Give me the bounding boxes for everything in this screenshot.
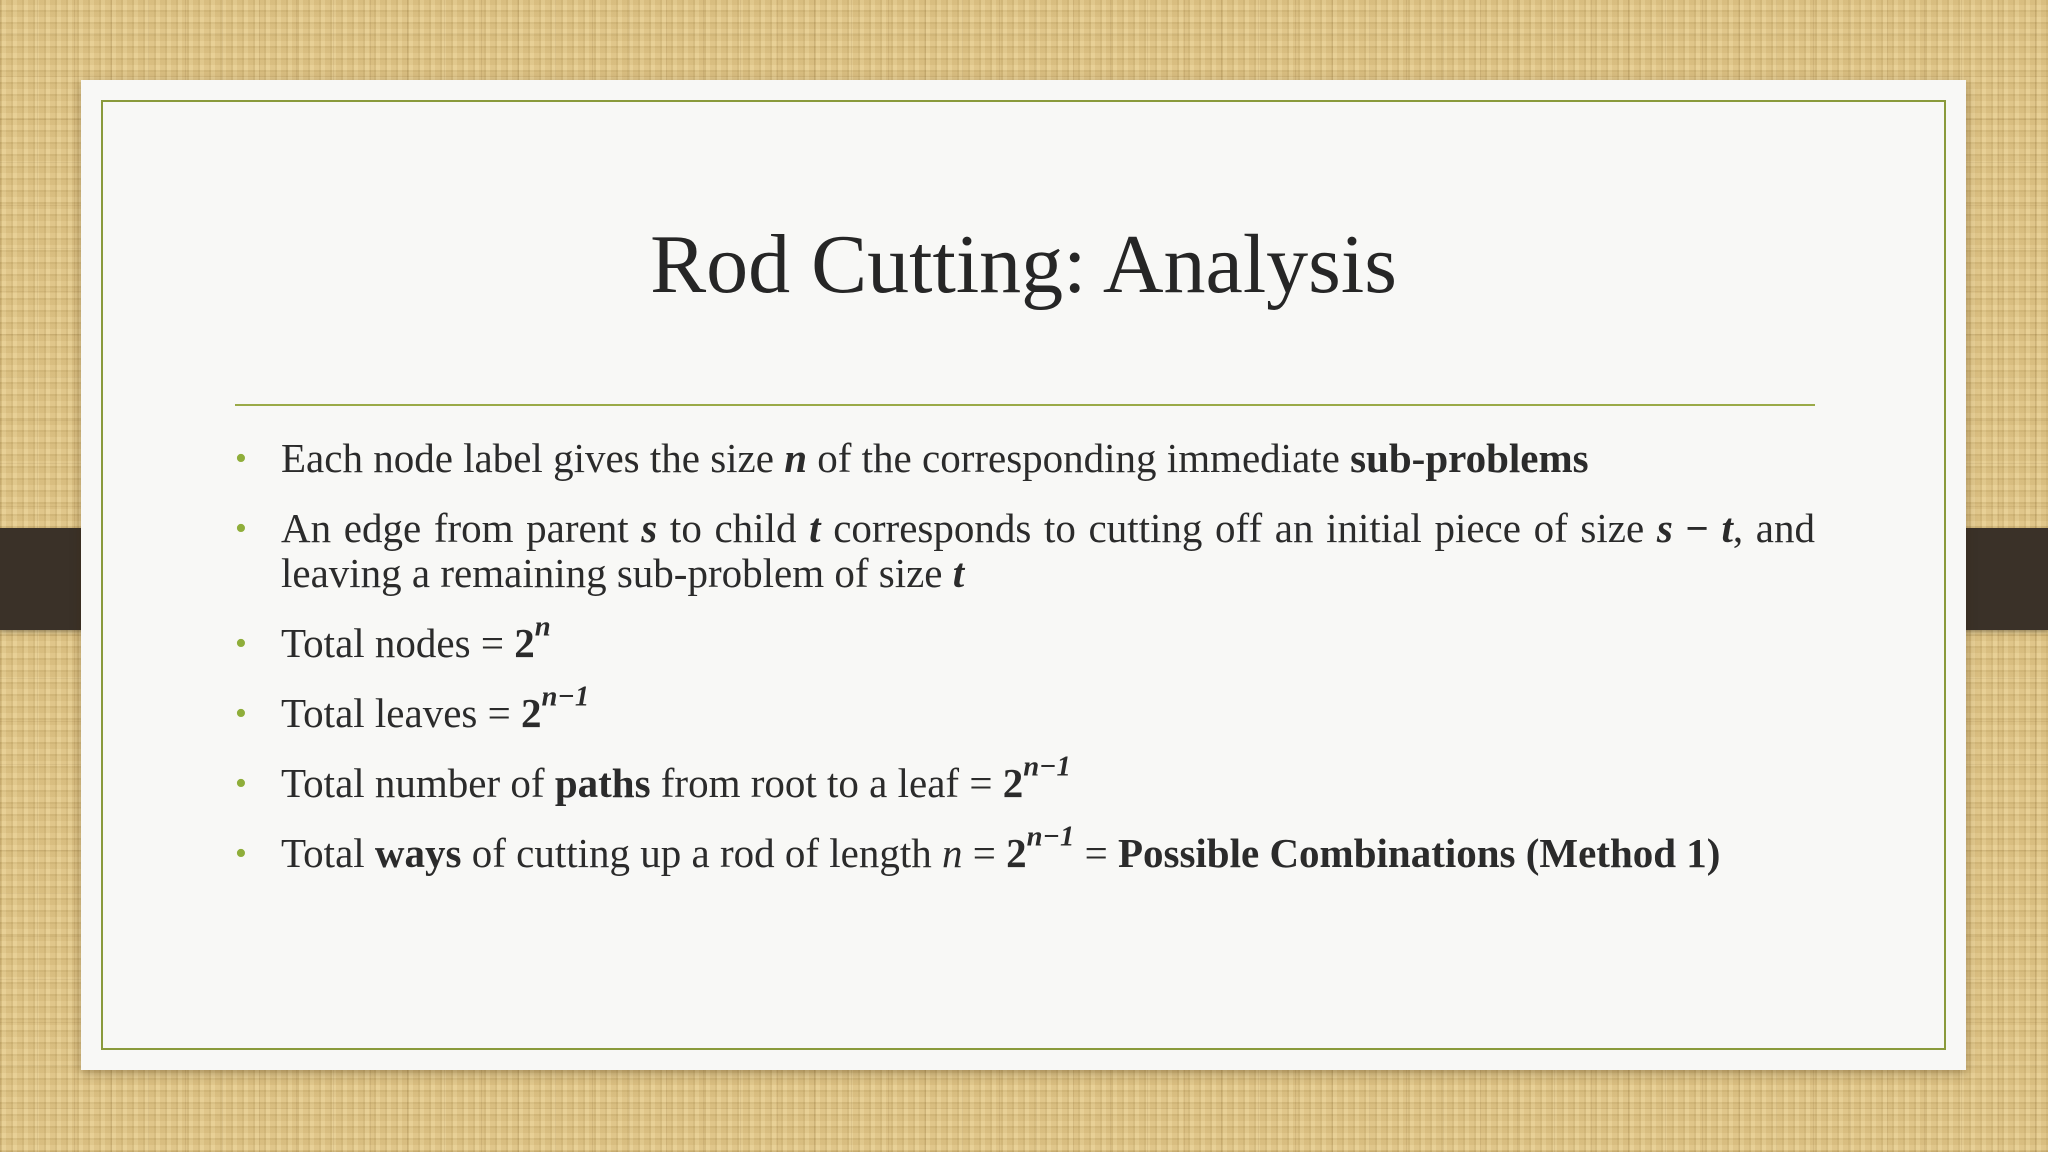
bullet-text: An edge from parent: [281, 505, 642, 551]
bold-term: ways: [374, 830, 462, 876]
math-base: 2: [1002, 760, 1024, 806]
bold-term: paths: [554, 760, 651, 806]
math-exponent: n−1: [541, 680, 590, 713]
bullet-text: of cutting up a rod of length: [461, 830, 943, 876]
math-variable: s: [1656, 505, 1673, 551]
bullet-dot-icon: •: [235, 510, 247, 547]
title-divider: [235, 404, 1815, 406]
math-variable: t: [1721, 505, 1733, 551]
math-exponent: n: [534, 610, 551, 643]
bullet-dot-icon: •: [235, 835, 247, 872]
math-variable: t: [952, 550, 965, 596]
math-base: 2: [520, 690, 542, 736]
math-operator: =: [969, 760, 1003, 806]
bullet-text: Total number of: [281, 760, 555, 806]
bullet-text: , and leaving a remaining sub-problem of size: [281, 505, 1815, 596]
bullet-item: [235, 506, 1815, 596]
bullet-text: Total nodes: [281, 620, 481, 666]
bullet-item: [235, 820, 1815, 876]
slide-title: Rod Cutting: Analysis: [650, 218, 1397, 311]
math-operator: =: [1074, 830, 1118, 876]
bullet-text: Total: [281, 830, 375, 876]
bullet-item: [235, 750, 1815, 806]
math-base: 2: [514, 620, 535, 666]
bullet-text: corresponds to cutting off an initial piece of size: [820, 505, 1657, 551]
bullet-item: [235, 436, 1815, 481]
bullet-text: of the corresponding immediate: [807, 435, 1351, 481]
math-operator: =: [480, 620, 515, 666]
bold-term: Possible Combinations (Method 1): [1117, 830, 1721, 876]
bullet-text: to child: [657, 505, 810, 551]
math-operator: −: [1672, 505, 1722, 551]
bullet-text: Each node label gives the size: [281, 435, 785, 481]
math-variable: n: [784, 435, 808, 481]
bullet-list: [235, 436, 1815, 901]
bullet-dot-icon: •: [235, 695, 247, 732]
math-operator: =: [487, 690, 521, 736]
math-variable: t: [809, 505, 821, 551]
bullet-item: [235, 610, 1815, 666]
math-exponent: n−1: [1023, 750, 1071, 783]
bullet-text: from root to a leaf: [650, 760, 970, 806]
bullet-dot-icon: •: [235, 440, 247, 477]
bullet-dot-icon: •: [235, 765, 247, 802]
bullet-item: [235, 680, 1815, 736]
math-variable: n: [942, 830, 963, 876]
slide-card: [81, 80, 1966, 1070]
math-operator: =: [962, 830, 1007, 876]
bold-term: sub-problems: [1350, 435, 1589, 481]
bullet-text: Total leaves: [281, 690, 488, 736]
bullet-dot-icon: •: [235, 625, 247, 662]
math-variable: s: [641, 505, 658, 551]
math-exponent: n−1: [1026, 820, 1075, 853]
math-base: 2: [1006, 830, 1027, 876]
